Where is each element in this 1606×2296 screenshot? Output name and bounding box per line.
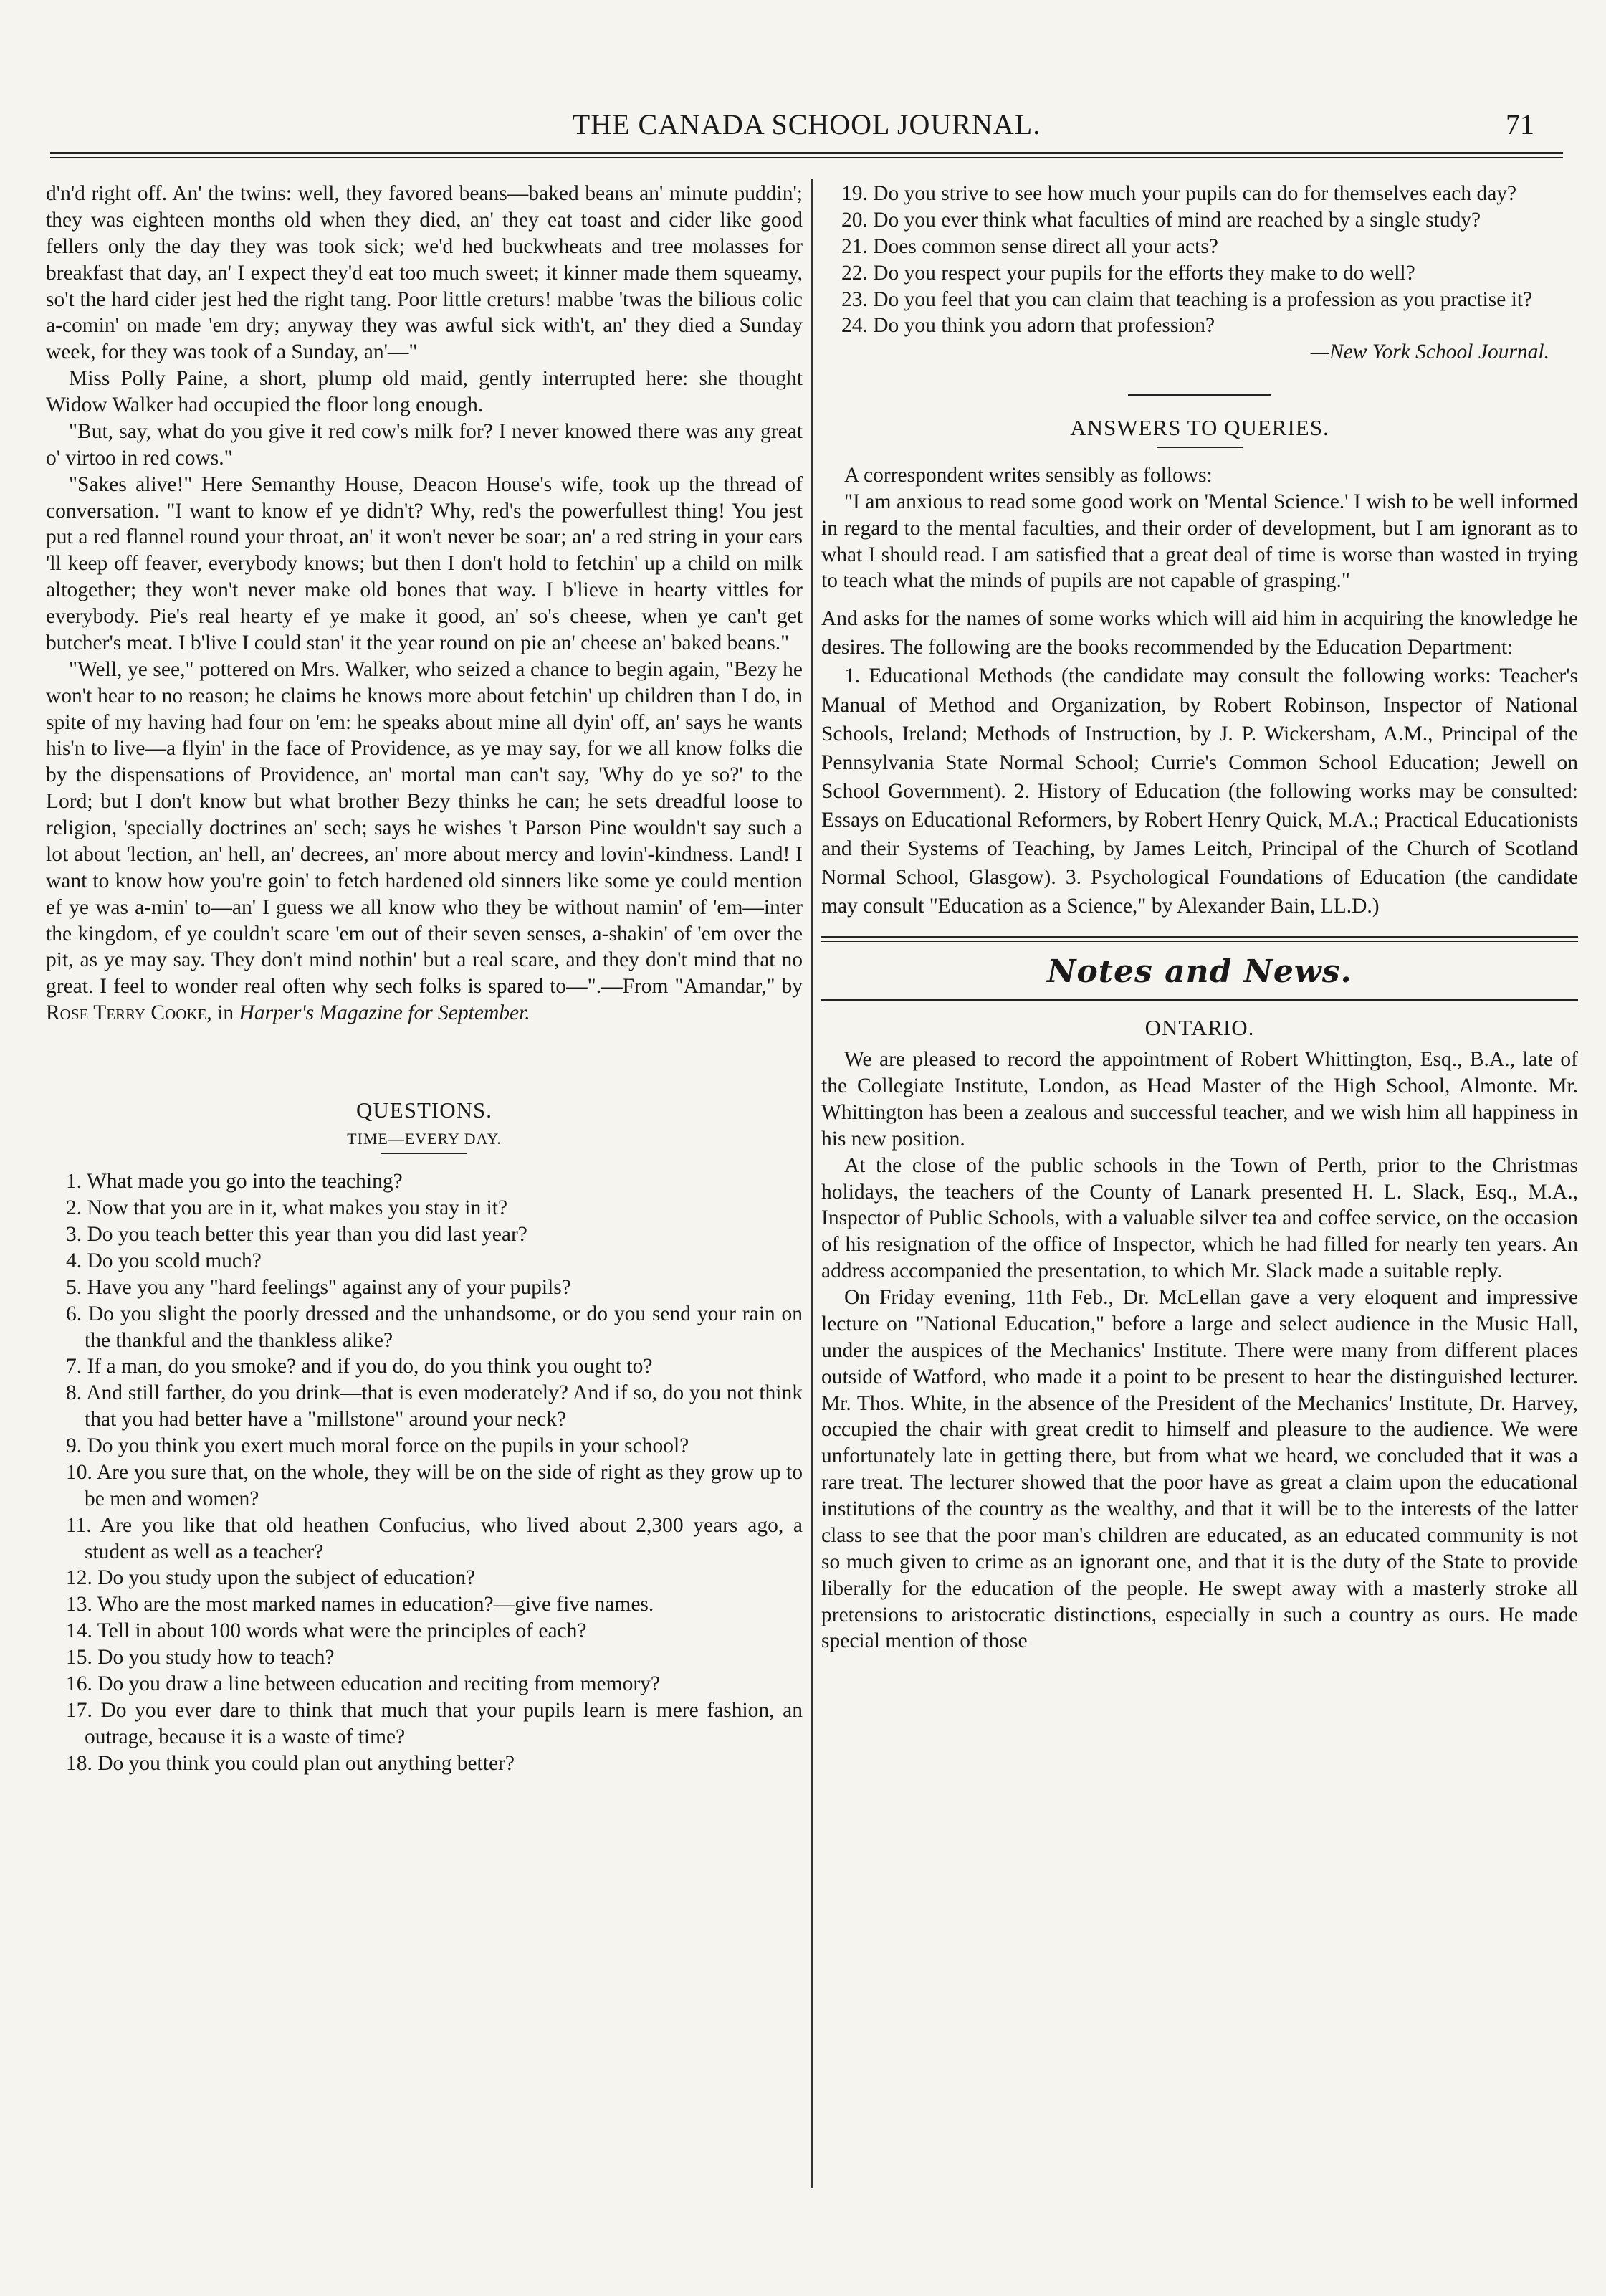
answers-request: And asks for the names of some works which will aid him in acquiring the knowledge he desires. The following are the books recommended by the Education Department: [821,607,1578,659]
news-paragraph: At the close of the public schools in the Town of Perth, prior to the Christmas holidays, the teachers of the County of Lanark presented H. L. Slack, Esq., M.A., Inspector of Public Schools, with a valuable silver tea and coffee service, on the occasion of his resignation of the office of Inspector, which he had filled for nearly ten years. An address accompanied the presentation, to which Mr. Slack made a suitable reply. [821,1153,1578,1283]
question-item: 16. Do you draw a line between education and reciting from memory? [66,1672,660,1695]
question-item: 8. And still farther, do you drink—that is even moderately? And if so, do you not think that you had better have a "millstone" around your neck? [66,1381,803,1432]
question-item: 2. Now that you are in it, what makes you stay in it? [66,1196,508,1220]
question-item: 22. Do you respect your pupils for the efforts they make to do well? [841,261,1415,285]
story-paragraph: "Sakes alive!" Here Semanthy House, Deacon House's wife, took up the thread of conversation. "I want to know ef ye didn't? Why, red's the powerfullest thing! You jest put a red flannel round your throat, an' it won't never be soar; an' a red string in your ears 'll keep off feaver, everybody knows; but then I don't hold to fetchin' up a child on milk altogether; they won't never make old bones that way. I b'lieve in hearty vittles for everybody. Pie's real hearty ef ye make it good, an' so's cheese, when ye can't get butcher's meat. I b'live I could stan' it the year round on pie an' cheese an' baked beans." [46,472,803,654]
question-item: 13. Who are the most marked names in education?—give five names. [66,1593,654,1616]
question-item: 18. Do you think you could plan out anything better? [66,1751,515,1775]
column-divider [811,179,813,2188]
question-item: 4. Do you scold much? [66,1249,262,1272]
story-paragraph [46,657,803,1026]
spacer [821,594,1578,604]
section-double-rule [821,936,1578,942]
question-item: 20. Do you ever think what faculties of mind are reached by a single study? [841,208,1481,232]
question-item: 1. What made you go into the teaching? [66,1170,403,1194]
page-number: 71 [1506,108,1534,140]
news-paragraph: On Friday evening, 11th Feb., Dr. McLellan gave a very eloquent and impressive lecture on "National Education," before a large and select audience in the Music Hall, under the auspices of the Mechanics' Institute. There were many from different places outside of Watford, who made it a point to be present to hear the distinguished lecturer. Mr. Thos. White, in the absence of the President of the Mechanics' Institute, Dr. Harvey, occupied the chair with great credit to himself and pleasure to the audience. We were unfortunately late in getting there, but from what we heard, we concluded that it was a rare treat. The lecturer showed that the poor have as great a claim upon the educational institutions of the country as the wealthy, and that it will be to the interests of the latter class to see that the poor man's children are educated, as an educated community is not so much given to crime as an ignorant one, and that it is the duty of the State to provide liberally for the education of the people. He swept away with a masterly stroke all pretensions to aristocratic distinctions, especially in such a country as ours. He made special mention of those [821,1286,1578,1653]
spacer [46,1158,803,1168]
left-column [46,181,803,2188]
section-rule [381,1153,467,1154]
story-paragraph: d'n'd right off. An' the twins: well, they favored beans—baked beans an' minute puddin'; they was eighteen months old when they died, an' they eat toast and cider like good fellers only the day they was took sick; we'd hed buckwheats and tree molasses for breakfast that day, an' I expect they'd eat too much sweet; it kinner made them squeamy, so't the hard cider jest hed the right tang. Poor little creturs! mabbe 'twas the bilious colic a-comin' on made 'em dry; anyway they was awful sick with't, an' they died a Sunday week, for they was took of a Sunday, an'—" [46,182,803,364]
news-paragraph: We are pleased to record the appointment of Robert Whittington, Esq., B.A., late of the Collegiate Institute, London, as Head Master of the High School, Almonte. Mr. Whittington has been a zealous and successful teacher, and we wish him all happiness in his new position. [821,1048,1578,1151]
story-paragraph: "But, say, what do you give it red cow's milk for? I never knowed there was any great o' virtoo in red cows." [46,419,803,470]
answers-intro: A correspondent writes sensibly as follows: [844,463,1213,487]
questions-subtitle: TIME—EVERY DAY. [347,1129,502,1148]
questions-title: QUESTIONS. [356,1097,492,1123]
section-rule [1157,447,1243,448]
question-item: 15. Do you study how to teach? [66,1646,335,1669]
question-item: 10. Are you sure that, on the whole, they will be on the side of right as they grow up to be men and women? [66,1460,803,1510]
journal-title: THE CANADA SCHOOL JOURNAL. [572,108,1041,140]
question-item: 12. Do you study upon the subject of education? [66,1566,476,1590]
spacer [46,1026,803,1091]
story-text: "Well, ye see," pottered on Mrs. Walker, who seized a chance to begin again, "Bezy he won't hear to no reason; he claims he knows more about fetchin' up children than I do, in spite of my having had four on 'em: he speaks about mine all dyin' off, an' says he wants his'n to live—a flyin' in the face of Providence, as ye may say, for we all know folks die by the dispensations of Providence, an' mortal man can't say, 'Why do ye so?' to the Lord; but I don't know but what brother Bezy thinks he can; he sets dreadful loose to religion, 'specially doctrines an' sech; says he wishes 't Parson Pine wouldn't say such a lot about 'lection, an' hell, an' decrees, an' more about mercy and lovin'-kindness. Land! I want to know how you're goin' to fetch hardened old sinners like some ye could mention ef ye was a-min' to—an' I guess we all know who they be without namin' of 'em—inter the kingdom, ef ye couldn't scare 'em out of their seven senses, a-shakin' of 'em over the pit, as ye may say. They don't mind nothin' but a real scare, and they don't mind that no great. I feel to wonder real often why sech folks is spared to—".—From "Amandar," by [46,657,803,999]
answers-books: 1. Educational Methods (the candidate may consult the following works: Teacher's Manual of Method and Organization, by Robert Robinson, Inspector of National Schools, Ireland; Methods of Instruction, by J. P. Wickersham, A.M., Principal of the Pennsylvania State Normal School; Currie's Common School Education; Jewell on School Government). 2. History of Education (the following works may be consulted: Essays on Educational Reformers, by Robert Henry Quick, M.A.; Practical Educationists and their Systems of Teaching, by James Leitch, Principal of the Church of Scotland Normal School, Glasgow). 3. Psychological Foundations of Education (the candidate may consult "Education as a Science," by Alexander Bain, LL.D.) [821,664,1578,918]
story-source: Harper's Magazine for September. [239,1001,530,1025]
question-item: 14. Tell in about 100 words what were the principles of each? [66,1619,587,1643]
news-heading: Notes and News. [1047,953,1352,991]
question-item: 5. Have you any "hard feelings" against any of your pupils? [66,1275,571,1299]
question-item: 9. Do you think you exert much moral force on the pupils in your school? [66,1434,689,1457]
page-header [50,108,1563,151]
news-region: ONTARIO. [1144,1015,1255,1041]
header-rule [50,152,1563,158]
story-paragraph: Miss Polly Paine, a short, plump old maid, gently interrupted here: she thought Widow Walker had occupied the floor long enough. [46,367,803,416]
answers-title: ANSWERS TO QUERIES. [1070,415,1329,441]
story-source-prefix: in [217,1001,234,1025]
right-column [821,181,1578,2188]
question-item: 7. If a man, do you smoke? and if you do, do you think you ought to? [66,1355,653,1378]
question-item: 17. Do you ever dare to think that much that your pupils learn is mere fashion, an outrage, because it is a waste of time? [66,1698,803,1748]
question-item: 11. Are you like that old heathen Confucius, who lived about 2,300 years ago, a student as well as a teacher? [66,1513,803,1563]
section-rule [1128,394,1271,396]
spacer [821,452,1578,462]
question-item: 6. Do you slight the poorly dressed and the unhandsome, or do you send your rain on the thankful and the thankless alike? [66,1302,803,1352]
section-double-rule [821,999,1578,1004]
story-author: Rose Terry Cooke, [46,1001,212,1025]
question-item: 3. Do you teach better this year than you did last year? [66,1223,527,1246]
question-item: 24. Do you think you adorn that profession? [841,314,1215,338]
question-item: 23. Do you feel that you can claim that teaching is a profession as you practise it? [841,287,1533,311]
questions-attribution: —New York School Journal. [1310,340,1549,364]
answers-quote: "I am anxious to read some good work on 'Mental Science.' I wish to be well informed in regard to the mental faculties, and their order of development, but I am ignorant as to what I should read. I am satisfied that a great deal of time is worse than wasted in trying to teach what the minds of pupils are not capable of grasping." [821,490,1578,593]
question-item: 19. Do you strive to see how much your pupils can do for themselves each day? [841,182,1517,205]
question-item: 21. Does common sense direct all your acts? [841,234,1218,258]
